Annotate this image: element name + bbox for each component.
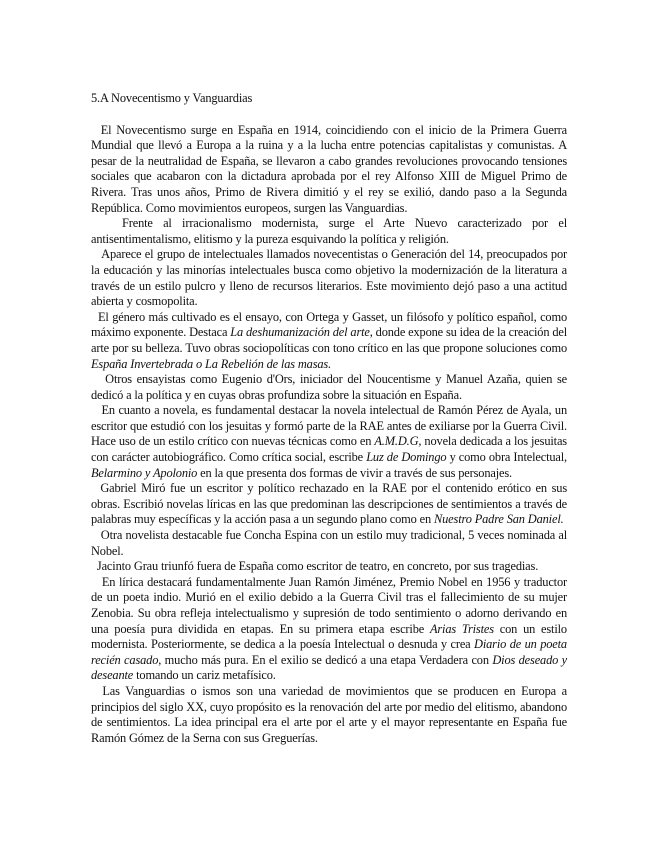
paragraph-text: En cuanto a novela, es fundamental destacar la novela intelectual de Ramón Pérez de Ayala, un escritor que estudió con los jesuitas y formó parte de la RAE antes de exiliarse por la Guerra Civil. Hace uso de un estilo crítico con nuevas técnicas como en: [91, 403, 568, 449]
paragraph-lirica: [91, 575, 567, 684]
paragraph-vanguardias: [91, 684, 567, 746]
paragraph-generacion-14: [91, 247, 567, 309]
paragraph-jacinto-grau: [91, 559, 567, 575]
paragraph-novecentismo-intro: [91, 123, 567, 217]
paragraph-text: Jacinto Grau triunfó fuera de España como escritor de teatro, en concreto, por sus tragedias.: [96, 559, 539, 574]
paragraph-text: , mucho más pura. En el exilio se dedicó a una etapa Verdadera con: [158, 652, 493, 667]
paragraph-text: y como obra Intelectual,: [446, 450, 568, 465]
paragraph-text: Las Vanguardias o ismos son una variedad de movimientos que se producen en Europa a principios del siglo XX, cuyo propósito es la renovación del arte por medio del elitismo, abandono de sentimientos. La idea principal era el arte por el arte y el mayor representante en España fue Ramón Gómez de la Serna con sus Greguerías.: [91, 683, 567, 745]
book-title: Diario de un poeta recién casado: [91, 637, 567, 667]
book-title: España Invertebrada o La Rebelión de las masas.: [91, 356, 332, 371]
document-title: 5.A Novecentismo y Vanguardias: [91, 91, 253, 105]
paragraph-concha-espina: [91, 528, 567, 559]
book-title: Luz de Domingo: [366, 450, 447, 465]
paragraph-otros-ensayistas: [91, 372, 567, 403]
paragraph-text: novela dedicada a los jesuitas con carácter autobiográfico. Como crítica social, escribe: [91, 434, 567, 465]
paragraph-text: , donde expone su idea de la creación del arte por su belleza. Tuvo obras sociopolíticas con tono crítico en las que propone soluciones como: [91, 325, 568, 355]
book-title: Nuestro Padre San Daniel.: [434, 512, 564, 527]
paragraph-text: Otros ensayistas como Eugenio d'Ors, iniciador del Noucentisme y Manuel Azaña, quien se dedicó a la política y en cuyas obras profundiza sobre la situación en España.: [91, 372, 567, 402]
book-title: A.M.D.G,: [374, 434, 422, 449]
paragraph-text: El Novecentismo surge en España en 1914, coincidiendo con el inicio de la Primera Guerra Mundial que llevó a Europa a la ruina y a la lucha entre potencias capitalistas y comunistas. A pesar de la neutralidad de España, se llevaron a cabo grandes revoluciones provocando tensiones sociales que acabaron con la dictadura aprobada por el rey Alfonso XIII de Miguel Primo de Rivera. Tras unos años, Primo de Rivera dimitió y el rey se exilió, dando paso a la Segunda República. Como movimientos europeos, surgen las Vanguardias.: [91, 122, 567, 215]
paragraph-text: El género más cultivado es el ensayo, con Ortega y Gasset, un filósofo y político español, como máximo exponente. Destaca: [91, 309, 567, 340]
book-title: Dios deseado y deseante: [91, 652, 567, 683]
paragraph-text: Frente al irracionalismo modernista, surge el Arte Nuevo caracterizado por el antisentimentalismo, elitismo y la pureza esquivando la política y religión.: [91, 216, 567, 246]
book-title: La deshumanización del arte: [230, 325, 370, 340]
book-title: Belarmino y Apolonio: [91, 465, 198, 480]
document-body: [91, 91, 567, 746]
paragraph-text: tomando un cariz metafísico.: [133, 668, 276, 683]
paragraph-gabriel-miro: [91, 481, 567, 528]
paragraph-text: Otra novelista destacable fue Concha Espina con un estilo muy tradicional, 5 veces nominada al Nobel.: [91, 528, 567, 558]
book-title: Arias Tristes: [429, 621, 494, 636]
paragraph-text: Aparece el grupo de intelectuales llamados novecentistas o Generación del 14, preocupados por la educación y las minorías intelectuales busca como objetivo la modernización de la literatura a través de un estilo pulcro y lleno de recursos literarios. Este movimiento dejó paso a una actitud abierta y cosmopolita.: [91, 247, 567, 309]
paragraph-text: con un estilo modernista. Posteriormente, se dedica a la poesía Intelectual o desnuda y crea: [91, 621, 567, 652]
paragraph-ensayo: [91, 310, 567, 372]
paragraph-text: Gabriel Miró fue un escritor y político rechazado en la RAE por el contenido erótico en sus obras. Escribió novelas líricas en las que predominan las descripciones de sentimientos a través de palabras muy específicas y la acción pasa a un segundo plano como en: [91, 481, 567, 527]
paragraph-text: En lírica destacará fundamentalmente Juan Ramón Jiménez, Premio Nobel en 1956 y traductor de un poeta indio. Murió en el exilio debido a la Guerra Civil tras el fallecimiento de su mujer Zenobia. Su obra refleja intelectualismo y supresión de todo sentimiento o adorno derivando en una poesía pura dividida en etapas. En su primera etapa escribe: [91, 574, 567, 636]
paragraph-arte-nuevo: [91, 216, 567, 247]
paragraph-novela: [91, 403, 567, 481]
paragraph-text: en la que presenta dos formas de vivir a través de sus personajes.: [197, 465, 512, 480]
